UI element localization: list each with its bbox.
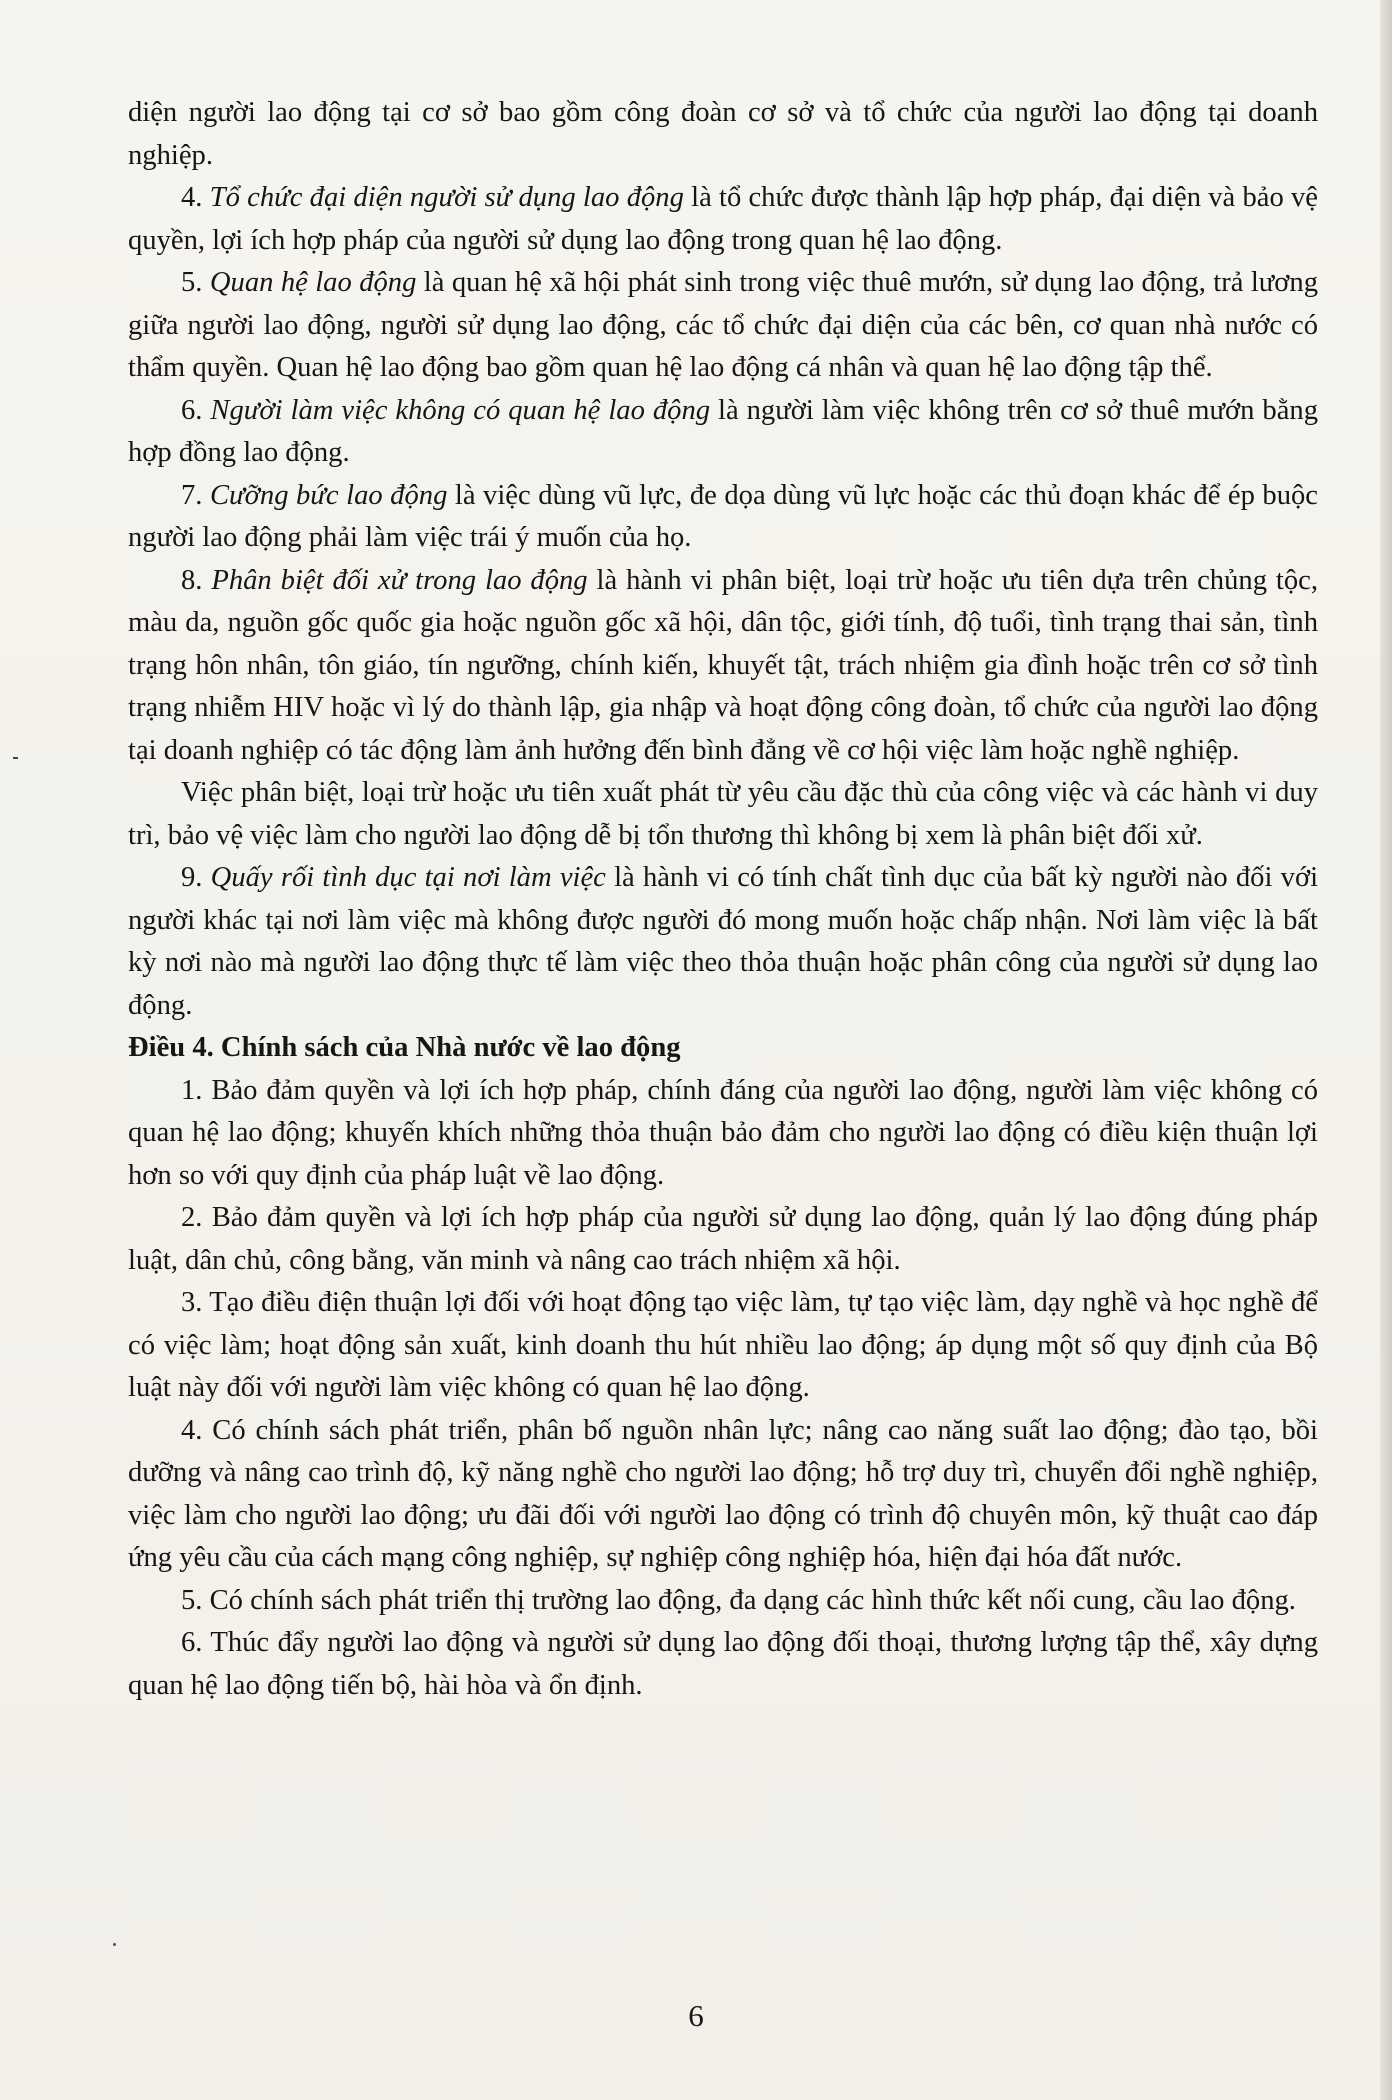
page-edge-shadow	[1380, 0, 1392, 2100]
scan-speck	[13, 757, 18, 759]
paragraph-continuation: diện người lao động tại cơ sở bao gồm công đoàn cơ sở và tổ chức của người lao động tại doanh nghiệp.	[128, 97, 1318, 171]
defined-term: Quan hệ lao động	[209, 267, 417, 298]
definition-text: là hành vi có tính chất tình dục của bất kỳ người nào đối với người khác tại nơi làm việc mà không được người đó mong muốn hoặc chấp nhận. Nơi làm việc là bất kỳ nơi nào mà người lao động thực tế làm việc theo thỏa thuận hoặc phân công của người sử dụng lao động.	[128, 862, 1319, 1021]
defined-term: Tổ chức đại diện người sử dụng lao động	[209, 182, 684, 213]
policy-item-3: 3. Tạo điều điện thuận lợi đối với hoạt động tạo việc làm, tự tạo việc làm, dạy nghề và học nghề để có việc làm; hoạt động sản xuất, kinh doanh thu hút nhiều lao động; áp dụng một số quy định của Bộ luật này đối với người làm việc không có quan hệ lao động.	[128, 1287, 1318, 1403]
policy-item-4: 4. Có chính sách phát triển, phân bố nguồn nhân lực; nâng cao năng suất lao động; đào tạo, bồi dưỡng và nâng cao trình độ, kỹ năng nghề cho người lao động; hỗ trợ duy trì, chuyển đổi nghề nghiệp, việc làm cho người lao động; ưu đãi đối với người lao động có trình độ chuyên môn, kỹ thuật cao đáp ứng yêu cầu của cách mạng công nghiệp, sự nghiệp công nghiệp hóa, hiện đại hóa đất nước.	[128, 1414, 1318, 1573]
definition-text: là việc dùng vũ lực, đe dọa dùng vũ lực hoặc các thủ đoạn khác để ép buộc người lao động phải làm việc trái ý muốn của họ.	[128, 479, 1318, 553]
policy-item-1: 1. Bảo đảm quyền và lợi ích hợp pháp, chính đáng của người lao động, người làm việc không có quan hệ lao động; khuyến khích những thỏa thuận bảo đảm cho người lao động có điều kiện thuận lợi hơn so với quy định của pháp luật về lao động.	[128, 1074, 1318, 1191]
paragraph-definition-4	[128, 177, 1318, 262]
document-body	[128, 92, 1318, 1707]
paragraph-definition-7	[128, 475, 1318, 560]
clause-number: 4.	[181, 182, 210, 213]
clause-number: 6.	[181, 394, 211, 426]
page-number: 6	[688, 1998, 704, 2033]
defined-term: Quấy rối tình dục tại nơi làm việc	[210, 862, 606, 893]
defined-term: Người làm việc không có quan hệ lao động	[210, 394, 711, 426]
definition-text: là người làm việc không trên cơ sở thuê mướn bằng hợp đồng lao động.	[128, 394, 1318, 468]
defined-term: Cưỡng bức lao động	[209, 479, 448, 511]
clause-number: 7.	[181, 479, 210, 511]
article-heading: Điều 4. Chính sách của Nhà nước về lao động	[128, 1032, 681, 1063]
paragraph-definition-5	[128, 262, 1318, 390]
paragraph-definition-6	[128, 390, 1318, 475]
clause-number: 9.	[181, 862, 211, 893]
clause-number: 5.	[181, 267, 210, 298]
paragraph-definition-8	[128, 560, 1318, 773]
policy-item-5: 5. Có chính sách phát triển thị trường lao động, đa dạng các hình thức kết nối cung, cầu lao động.	[181, 1584, 1296, 1616]
paragraph-definition-9	[128, 857, 1318, 1027]
definition-text: là tổ chức được thành lập hợp pháp, đại diện và bảo vệ quyền, lợi ích hợp pháp của người sử dụng lao động trong quan hệ lao động.	[128, 182, 1318, 256]
clause-number: 8.	[181, 564, 212, 596]
policy-item-6: 6. Thúc đẩy người lao động và người sử dụng lao động đối thoại, thương lượng tập thể, xây dựng quan hệ lao động tiến bộ, hài hòa và ổn định.	[128, 1627, 1318, 1701]
paragraph-exception: Việc phân biệt, loại trừ hoặc ưu tiên xuất phát từ yêu cầu đặc thù của công việc và các hành vi duy trì, bảo vệ việc làm cho người lao động dễ bị tổn thương thì không bị xem là phân biệt đối xử.	[128, 777, 1318, 851]
definition-text: là hành vi phân biệt, loại trừ hoặc ưu tiên dựa trên chủng tộc, màu da, nguồn gốc quốc gia hoặc nguồn gốc xã hội, dân tộc, giới tính, độ tuổi, tình trạng thai sản, tình trạng hôn nhân, tôn giáo, tín ngưỡng, chính kiến, khuyết tật, trách nhiệm gia đình hoặc trên cơ sở tình trạng nhiễm HIV hoặc vì lý do thành lập, gia nhập và hoạt động công đoàn, tổ chức của người lao động tại doanh nghiệp có tác động làm ảnh hưởng đến bình đẳng về cơ hội việc làm hoặc nghề nghiệp.	[128, 564, 1319, 766]
definition-text: là quan hệ xã hội phát sinh trong việc thuê mướn, sử dụng lao động, trả lương giữa người lao động, người sử dụng lao động, các tổ chức đại diện của các bên, cơ quan nhà nước có thẩm quyền. Quan hệ lao động bao gồm quan hệ lao động cá nhân và quan hệ lao động tập thể.	[128, 267, 1319, 383]
scan-speck	[113, 1943, 116, 1946]
policy-item-2: 2. Bảo đảm quyền và lợi ích hợp pháp của người sử dụng lao động, quản lý lao động đúng pháp luật, dân chủ, công bằng, văn minh và nâng cao trách nhiệm xã hội.	[128, 1202, 1318, 1276]
defined-term: Phân biệt đối xử trong lao động	[211, 564, 588, 596]
